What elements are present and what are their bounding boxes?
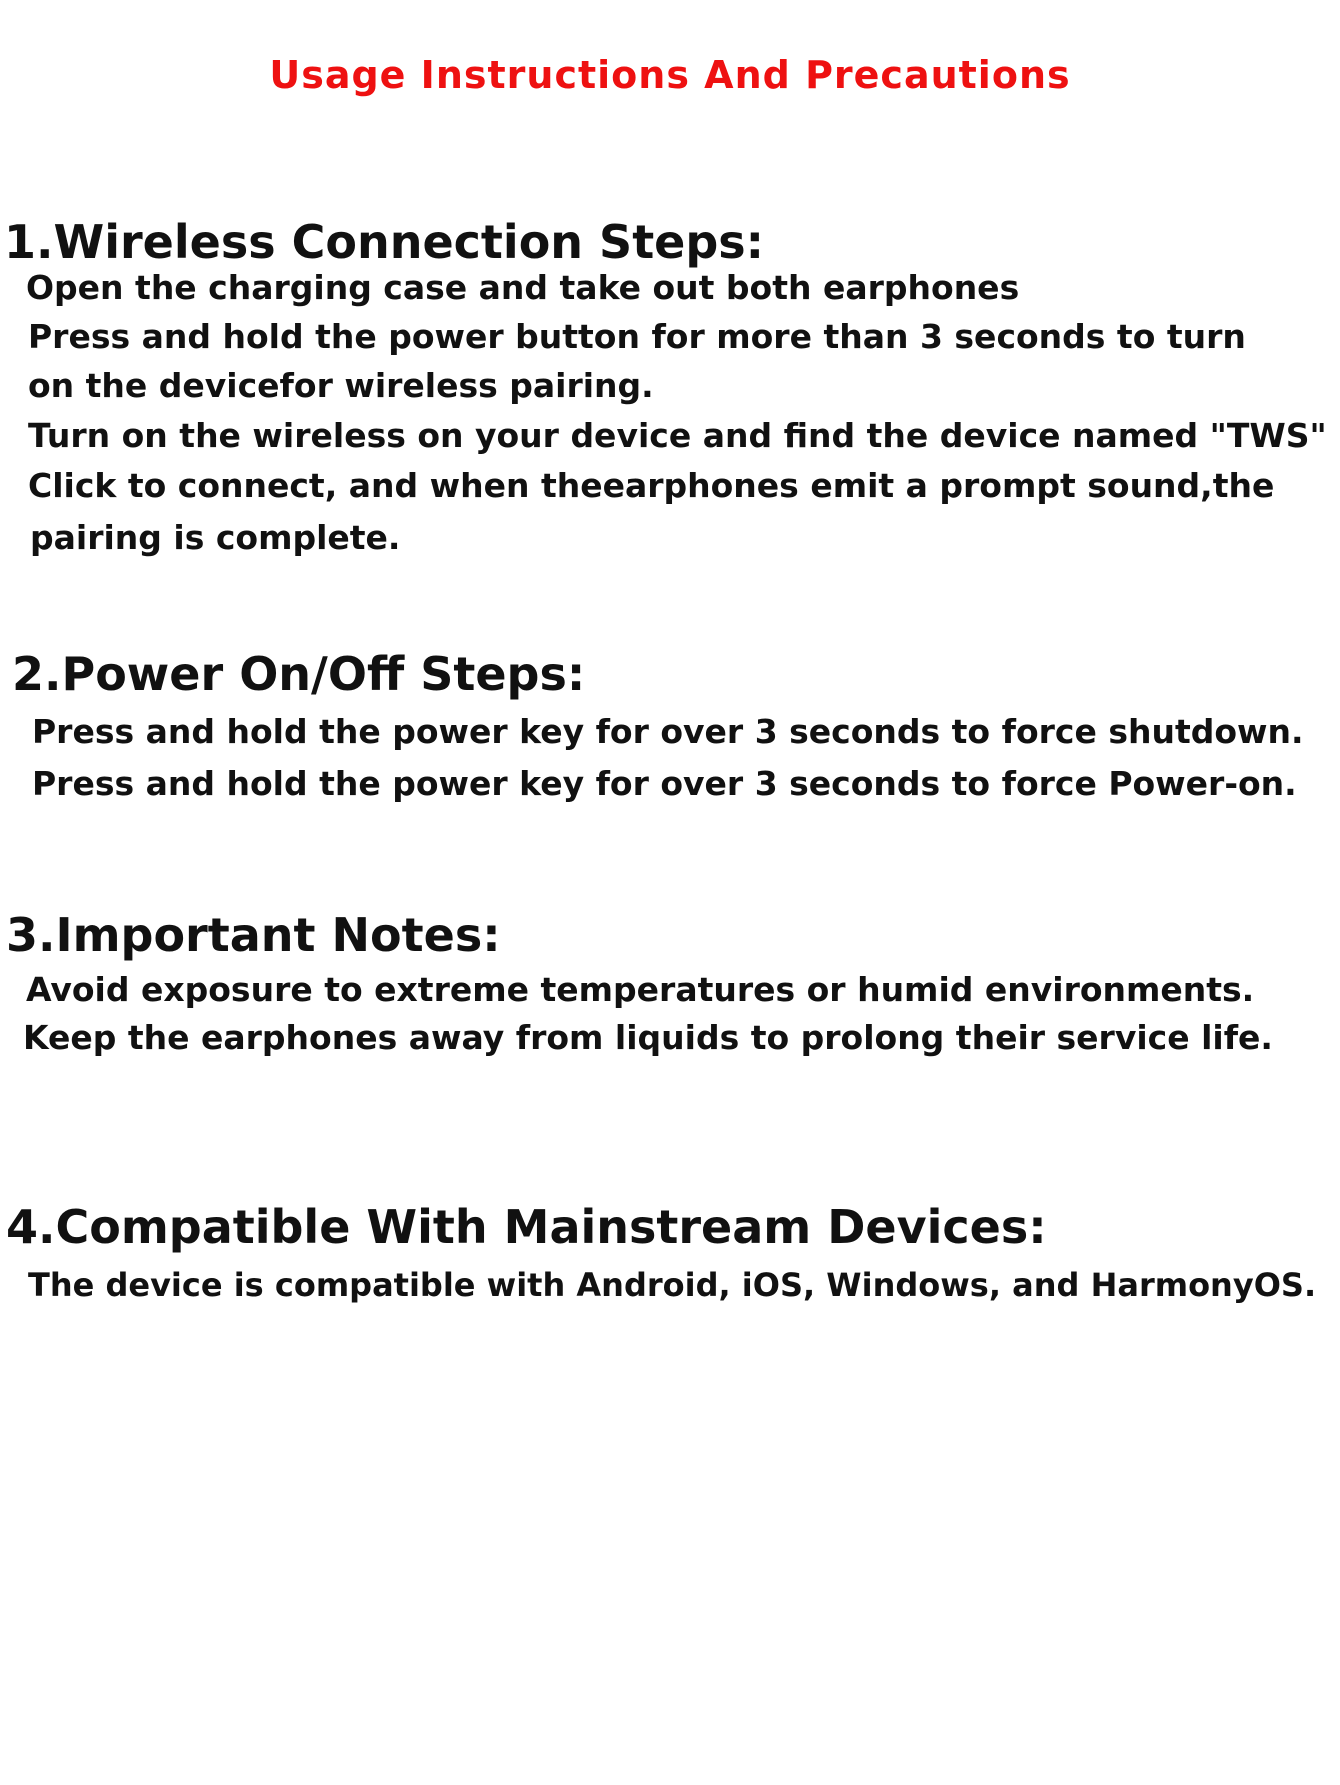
instruction-line: Press and hold the power key for over 3 seconds to force shutdown. bbox=[32, 712, 1304, 751]
section-heading-power-on-off: 2.Power On/Off Steps: bbox=[12, 647, 586, 701]
section-heading-important-notes: 3.Important Notes: bbox=[6, 908, 501, 962]
instruction-line: Open the charging case and take out both earphones bbox=[26, 268, 1020, 307]
instruction-line: Click to connect, and when theearphones emit a prompt sound,the bbox=[28, 466, 1275, 505]
instruction-line: Press and hold the power key for over 3 seconds to force Power-on. bbox=[32, 764, 1297, 803]
instruction-line: pairing is complete. bbox=[30, 518, 401, 557]
section-heading-wireless-connection: 1.Wireless Connection Steps: bbox=[4, 215, 765, 269]
page-title: Usage Instructions And Precautions bbox=[269, 53, 1071, 97]
instruction-line: Press and hold the power button for more than 3 seconds to turn bbox=[28, 317, 1246, 356]
section-heading-compatible-devices: 4.Compatible With Mainstream Devices: bbox=[6, 1200, 1047, 1254]
instruction-line: Avoid exposure to extreme temperatures or humid environments. bbox=[26, 970, 1255, 1009]
instruction-line: on the devicefor wireless pairing. bbox=[28, 366, 654, 405]
instruction-line: Turn on the wireless on your device and find the device named "TWS" bbox=[28, 416, 1327, 455]
instruction-line: The device is compatible with Android, iOS, Windows, and HarmonyOS. bbox=[28, 1266, 1317, 1304]
instruction-line: Keep the earphones away from liquids to prolong their service life. bbox=[23, 1018, 1273, 1057]
